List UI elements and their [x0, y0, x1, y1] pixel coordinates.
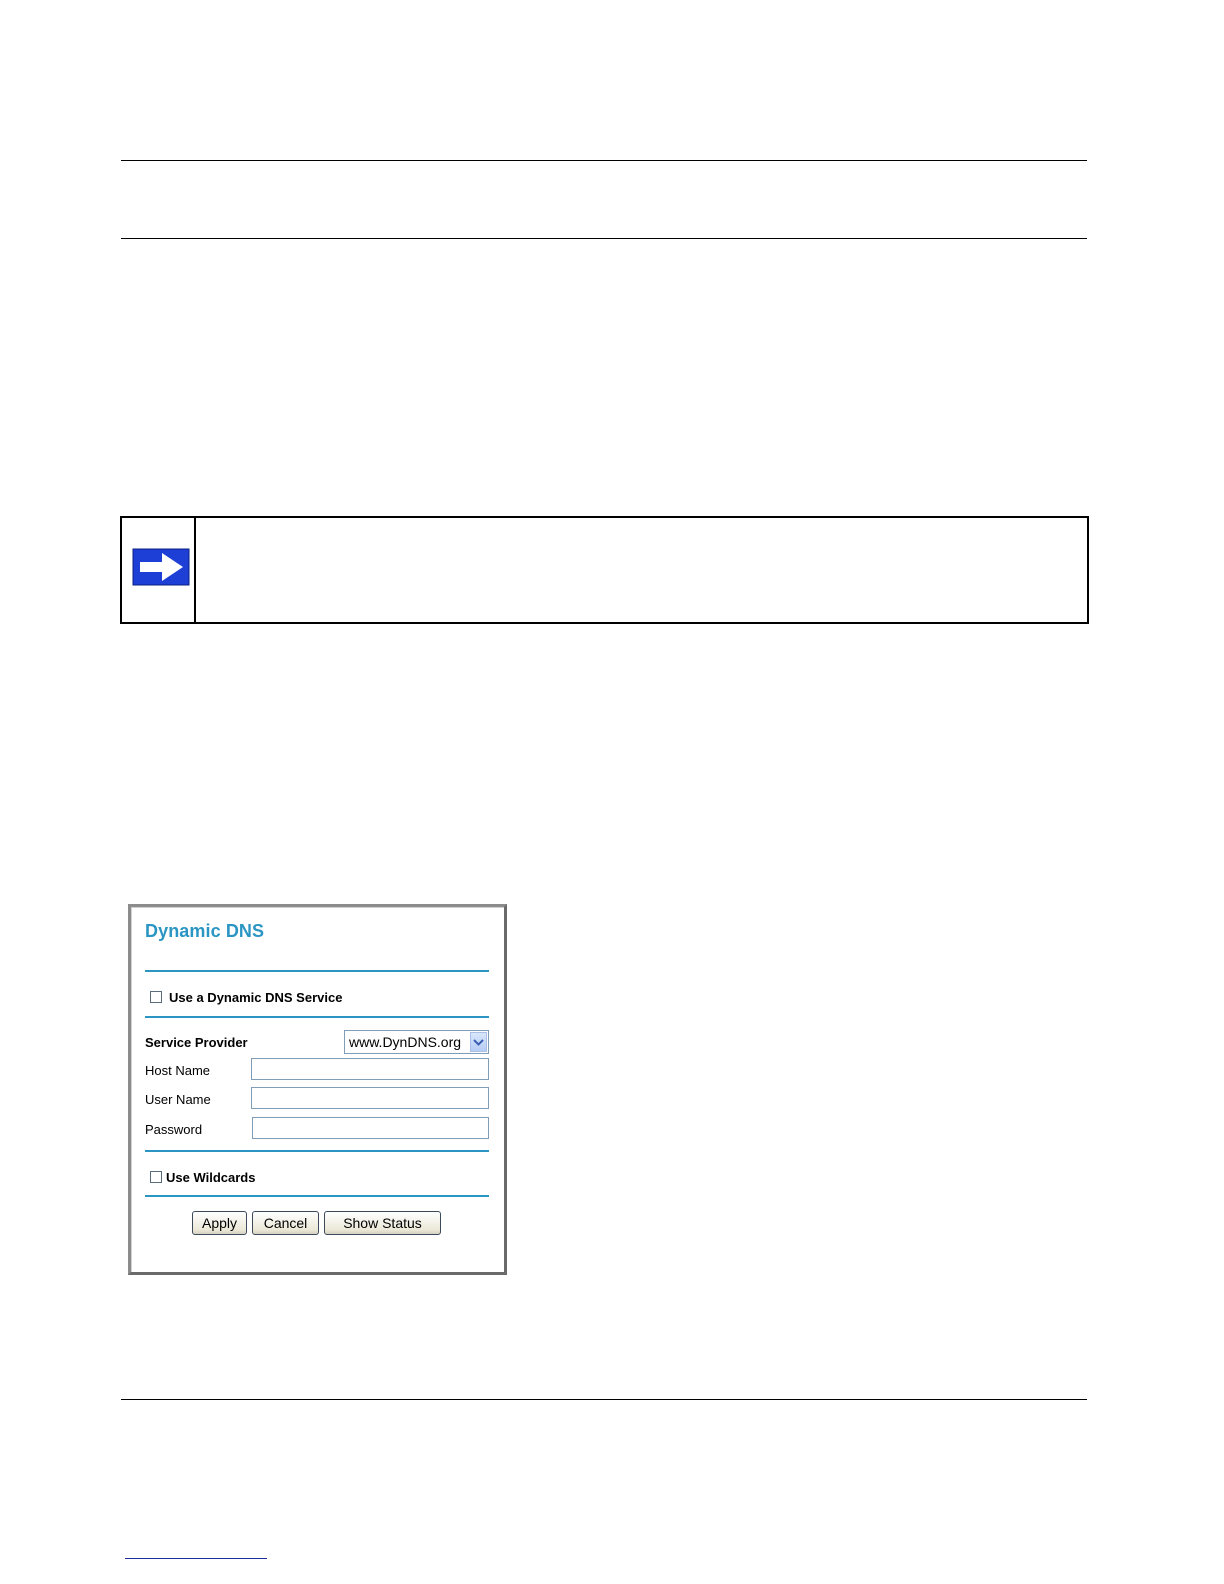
use-wildcards-label: Use Wildcards	[166, 1170, 256, 1185]
password-input[interactable]	[252, 1117, 489, 1139]
use-wildcards-checkbox[interactable]	[150, 1171, 162, 1183]
user-name-label: User Name	[145, 1092, 211, 1107]
host-name-input[interactable]	[251, 1058, 489, 1080]
divider	[145, 1016, 489, 1018]
note-box	[120, 516, 1089, 624]
user-name-input[interactable]	[251, 1087, 489, 1109]
right-arrow-icon	[132, 548, 190, 586]
apply-button[interactable]: Apply	[192, 1211, 247, 1235]
service-provider-label: Service Provider	[145, 1035, 248, 1050]
chevron-down-icon[interactable]	[470, 1032, 487, 1052]
footer-rule	[121, 1399, 1087, 1400]
divider	[145, 970, 489, 972]
footer-link[interactable]	[125, 1558, 267, 1559]
service-provider-select[interactable]	[344, 1030, 489, 1054]
use-ddns-checkbox[interactable]	[150, 991, 162, 1003]
dynamic-dns-panel	[128, 904, 507, 1275]
divider	[145, 1150, 489, 1152]
password-label: Password	[145, 1122, 203, 1137]
header-rule-top	[121, 160, 1087, 161]
service-provider-value: www.DynDNS.org	[349, 1034, 462, 1050]
note-text	[196, 518, 1087, 622]
cancel-button[interactable]: Cancel	[252, 1211, 319, 1235]
show-status-button[interactable]: Show Status	[324, 1211, 441, 1235]
header-rule-bottom	[121, 238, 1087, 239]
note-icon-cell	[122, 518, 196, 622]
panel-title: Dynamic DNS	[145, 921, 265, 941]
divider	[145, 1195, 489, 1197]
use-ddns-label: Use a Dynamic DNS Service	[169, 990, 343, 1005]
host-name-label: Host Name	[145, 1063, 211, 1078]
